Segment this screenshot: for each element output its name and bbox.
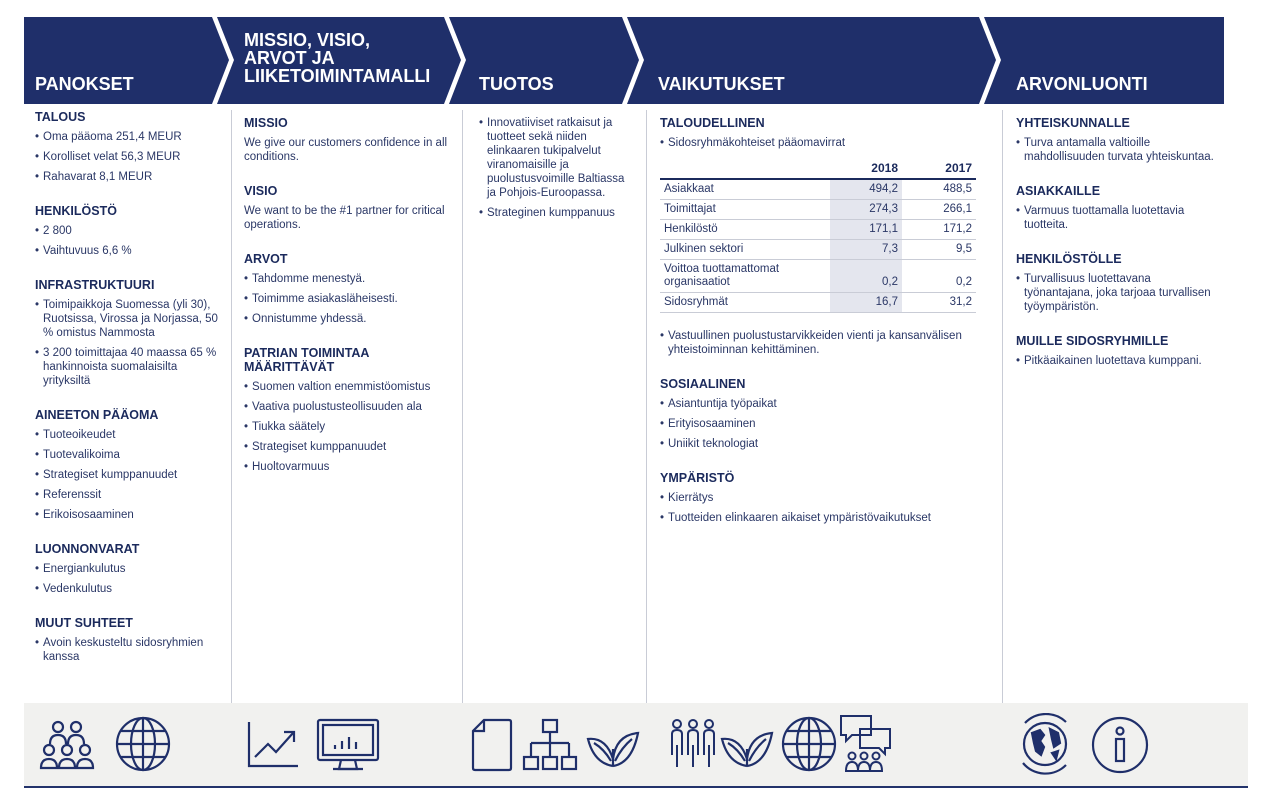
panokset-column [35,110,225,670]
missio-column [244,116,449,480]
discussion-icon [838,713,894,775]
table-cell-2017: 9,5 [902,240,976,260]
list-item: • Sidosryhmäkohteiset pääomavirrat [660,136,990,150]
list-item: • Tiukka säätely [244,420,449,434]
section-title-aineeton: AINEETON PÄÄOMA [35,408,159,422]
table-cell-label: Voittoa tuottamattomat organisaatiot [660,260,830,293]
section-title-infrastruktuuri: INFRASTRUKTUURI [35,278,155,292]
table-header-row [660,158,976,179]
document-icon [470,717,514,773]
section-title-muut: MUUT SUHTEET [35,616,133,630]
table-row [660,260,976,293]
list-item: • Tuoteoikeudet [35,428,225,442]
bottom-rule [24,786,1248,788]
infra-list [35,298,225,388]
section-title-patria: PATRIAN TOIMINTAA MÄÄRITTÄVÄT [244,346,369,374]
asiakkaille-list [1016,204,1216,232]
table-cell-label: Sidosryhmät [660,293,830,313]
trend-chart-icon [246,719,300,769]
table-row [660,220,976,240]
header-band [24,17,1224,104]
list-item: • Tuotevalikoima [35,448,225,462]
crowd-icon [669,717,717,773]
section-title-yhteiskunnalle: YHTEISKUNNALLE [1016,116,1130,130]
list-item: • Toimipaikkoja Suomessa (yli 30), Ruotsissa, Virossa ja Norjassa, 50 % omistus Nammosta [35,298,225,340]
list-item: • Vastuullinen puolustustarvikkeiden vienti ja kansanvälisen yhteistoiminnan kehittäminen. [660,329,990,357]
section-title-henkilosto: HENKILÖSTÖ [35,204,117,218]
yhteiskunnalle-list [1016,136,1216,164]
table-cell-label: Julkinen sektori [660,240,830,260]
people-group-icon [38,717,98,773]
list-item: • Uniikit teknologiat [660,437,990,451]
patria-list [244,380,449,474]
muille-list [1016,354,1216,368]
column-divider [462,110,463,720]
list-item: • Referenssit [35,488,225,502]
table-header-2018: 2018 [830,158,902,179]
taloudellinen-list [660,136,990,150]
list-item: • Strateginen kumppanuus [479,206,629,220]
arvot-list [244,272,449,326]
section-title-muille: MUILLE SIDOSRYHMILLE [1016,334,1169,348]
header-title-tuotos: TUOTOS [479,74,554,94]
list-item: • Vaihtuvuus 6,6 % [35,244,225,258]
list-item: • Innovatiiviset ratkaisut ja tuotteet sekä niiden elinkaaren tukipalvelut viranomaisille ja puolustusvoimille Baltiassa ja Pohjois-Euroopassa. [479,116,629,200]
table-cell-2018: 7,3 [830,240,902,260]
talous-list [35,130,225,184]
section-title-henkilostolle: HENKILÖSTÖLLE [1016,252,1122,266]
henkilostolle-list [1016,272,1216,314]
list-item: • Oma pääoma 251,4 MEUR [35,130,225,144]
column-divider [646,110,647,720]
section-title-sosiaalinen: SOSIAALINEN [660,377,746,391]
list-item: • Pitkäaikainen luotettava kumppani. [1016,354,1216,368]
list-item: • Turvallisuus luotettavana työnantajana, joka tarjoaa turvallisen työympäristön. [1016,272,1216,314]
section-title-talous: TALOUS [35,110,86,124]
table-cell-label: Toimittajat [660,200,830,220]
org-chart-icon [521,717,579,773]
header-title-arvonluonti: ARVONLUONTI [1016,74,1148,94]
list-item: • Asiantuntija työpaikat [660,397,990,411]
table-cell-2018: 494,2 [830,179,902,200]
table-cell-2017: 171,2 [902,220,976,240]
muut-list [35,636,225,664]
leaves-icon [718,719,776,769]
section-title-asiakkaille: ASIAKKAILLE [1016,184,1101,198]
section-title-taloudellinen: TALOUDELLINEN [660,116,765,130]
henkilosto-list [35,224,225,258]
sidosryhma-table [660,158,976,313]
list-item: • Suomen valtion enemmistöomistus [244,380,449,394]
table-header-blank [660,158,830,179]
list-item: • Huoltovarmuus [244,460,449,474]
list-item: • Tuotteiden elinkaaren aikaiset ympäristövaikutukset [660,511,990,525]
list-item: • 3 200 toimittajaa 40 maassa 65 % hankinnoista suomalaisilta yrityksiltä [35,346,225,388]
table-cell-label: Henkilöstö [660,220,830,240]
list-item: • Toimimme asiakasläheisesti. [244,292,449,306]
table-row [660,200,976,220]
table-cell-2017: 266,1 [902,200,976,220]
section-title-missio: MISSIO [244,116,288,130]
visio-text: We want to be the #1 partner for critical operations. [244,205,445,231]
list-item: • Erityisosaaminen [660,417,990,431]
table-cell-2017: 488,5 [902,179,976,200]
list-item: • Turva antamalla valtioille mahdollisuuden turvata yhteiskuntaa. [1016,136,1216,164]
table-header-2017: 2017 [902,158,976,179]
earth-icon [1014,713,1076,775]
list-item: • Onnistumme yhdessä. [244,312,449,326]
table-cell-2018: 0,2 [830,260,902,293]
tuotos-column [479,116,629,226]
list-item: • Strategiset kumppanuudet [35,468,225,482]
list-item: • Kierrätys [660,491,990,505]
section-title-luonnonvarat: LUONNONVARAT [35,542,140,556]
list-item: • Erikoisosaaminen [35,508,225,522]
luonnonvarat-list [35,562,225,596]
column-divider [1002,110,1003,720]
footer-icon-strip [24,703,1248,786]
missio-text: We give our customers confidence in all conditions. [244,137,448,163]
info-icon [1090,715,1150,775]
list-item: • Strategiset kumppanuudet [244,440,449,454]
sosiaalinen-list [660,397,990,451]
list-item: • Tahdomme menestyä. [244,272,449,286]
monitor-chart-icon [315,717,381,773]
list-item: • Energiankulutus [35,562,225,576]
aineeton-list [35,428,225,522]
tuotos-list [479,116,629,220]
section-title-ymparisto: YMPÄRISTÖ [660,471,735,485]
globe-icon [114,715,172,773]
table-cell-label: Asiakkaat [660,179,830,200]
list-item: • Vedenkulutus [35,582,225,596]
table-cell-2018: 171,1 [830,220,902,240]
table-cell-2018: 274,3 [830,200,902,220]
list-item: • Korolliset velat 56,3 MEUR [35,150,225,164]
leaves-icon [584,719,642,769]
header-title-vaikutukset: VAIKUTUKSET [658,74,785,94]
list-item: • Vaativa puolustusteollisuuden ala [244,400,449,414]
header-title-panokset: PANOKSET [35,74,134,94]
list-item: • Rahavarat 8,1 MEUR [35,170,225,184]
section-title-arvot: ARVOT [244,252,288,266]
table-row [660,293,976,313]
arvonluonti-column [1016,116,1216,374]
list-item: • Avoin keskusteltu sidosryhmien kanssa [35,636,225,664]
list-item: • 2 800 [35,224,225,238]
table-row [660,240,976,260]
vaikutukset-column [660,116,990,531]
list-item: • Varmuus tuottamalla luotettavia tuotteita. [1016,204,1216,232]
table-cell-2017: 31,2 [902,293,976,313]
table-cell-2018: 16,7 [830,293,902,313]
column-divider [231,110,232,720]
table-row [660,179,976,200]
vastuullinen-list [660,329,990,357]
header-title-missio: MISSIO, VISIO, ARVOT JA LIIKETOIMINTAMALLI [244,30,431,86]
globe-icon [780,715,838,773]
section-title-visio: VISIO [244,184,278,198]
table-cell-2017: 0,2 [902,260,976,293]
ymparisto-list [660,491,990,525]
